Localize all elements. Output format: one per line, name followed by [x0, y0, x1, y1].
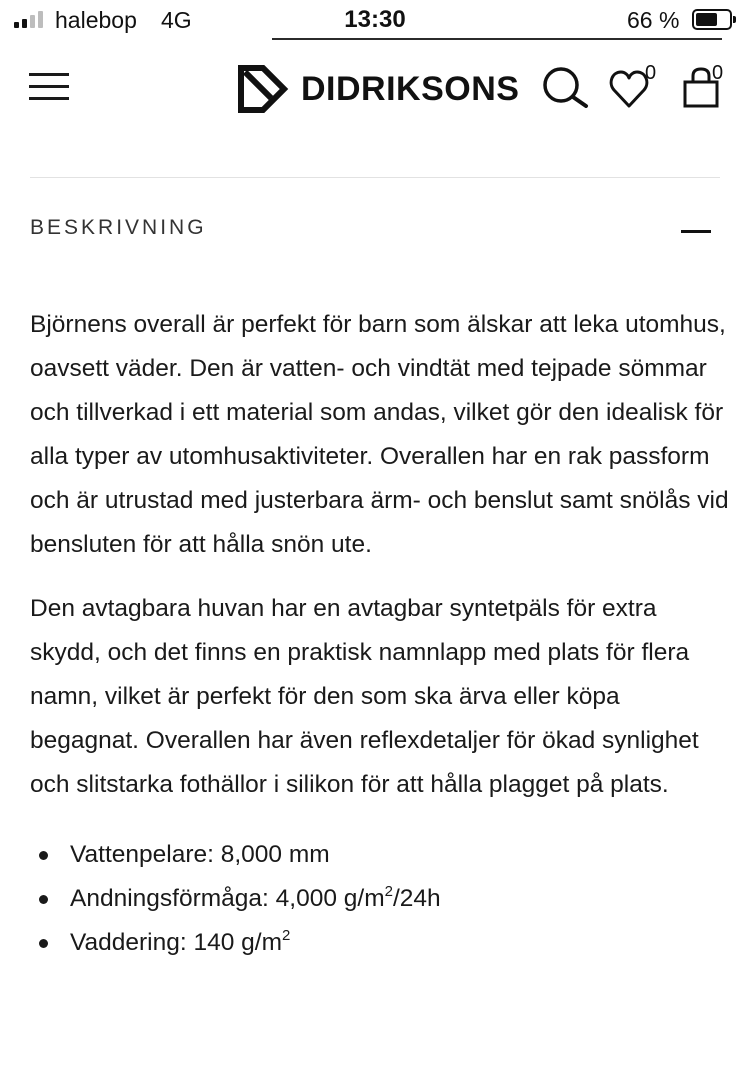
- collapse-icon[interactable]: [681, 230, 711, 233]
- description-paragraph: Den avtagbara huvan har en avtagbar syntetpäls för extra skydd, och det finns en praktisk namnlapp med plats för flera namn, vilket är perfekt för den som ska ärva eller köpa begagnat. Overallen har även reflexdetaljer för ökad synlighet och slitstarka fothällor i silikon för att hålla plagget på plats.: [30, 595, 699, 798]
- spec-item: Andningsförmåga: 4,000 $g/m^2/24h$: [30, 877, 730, 921]
- didriksons-logo-icon: [237, 64, 289, 114]
- menu-icon: [29, 73, 69, 76]
- brand-name: DIDRIKSONS: [301, 69, 520, 108]
- section-divider: [30, 177, 720, 178]
- description-paragraph: Björnens overall är perfekt för barn som älskar att leka utomhus, oavsett väder. Den är vatten- och vindtät med tejpade sömmar och tillverkad i ett material som andas, vilket gör den idealisk för alla typer av utomhusaktiviteter. Overallen har en rak passform och är utrustad med justerbara ärm- och benslut samt snölås vid bensluten för att hålla snön ute.: [30, 311, 729, 558]
- wishlist-button[interactable]: [609, 64, 665, 110]
- spec-item: Vattenpelare: 8,000 mm: [30, 833, 730, 877]
- cart-button[interactable]: [682, 64, 738, 110]
- spec-list: [30, 833, 730, 965]
- carrier-name: halebop: [55, 7, 137, 33]
- battery-icon: [692, 9, 732, 30]
- site-header: [0, 40, 750, 140]
- status-bar: [0, 0, 750, 40]
- description-accordion-header[interactable]: [30, 212, 720, 248]
- search-icon: [542, 66, 590, 108]
- wishlist-count: 0: [645, 62, 657, 84]
- status-time: 13:30: [344, 6, 406, 33]
- spec-item: Vaddering: 140 $g/m^2$: [30, 921, 730, 965]
- brand-logo[interactable]: [237, 64, 519, 114]
- description-body: [30, 303, 730, 965]
- menu-button[interactable]: [28, 68, 72, 104]
- battery-fill: [696, 13, 717, 26]
- battery-percent: 66 %: [627, 7, 680, 33]
- section-title: BESKRIVNING: [30, 216, 207, 239]
- heart-icon: [609, 68, 649, 110]
- search-button[interactable]: [542, 66, 590, 113]
- network-type: 4G: [161, 7, 192, 33]
- cart-count: 0: [712, 62, 724, 84]
